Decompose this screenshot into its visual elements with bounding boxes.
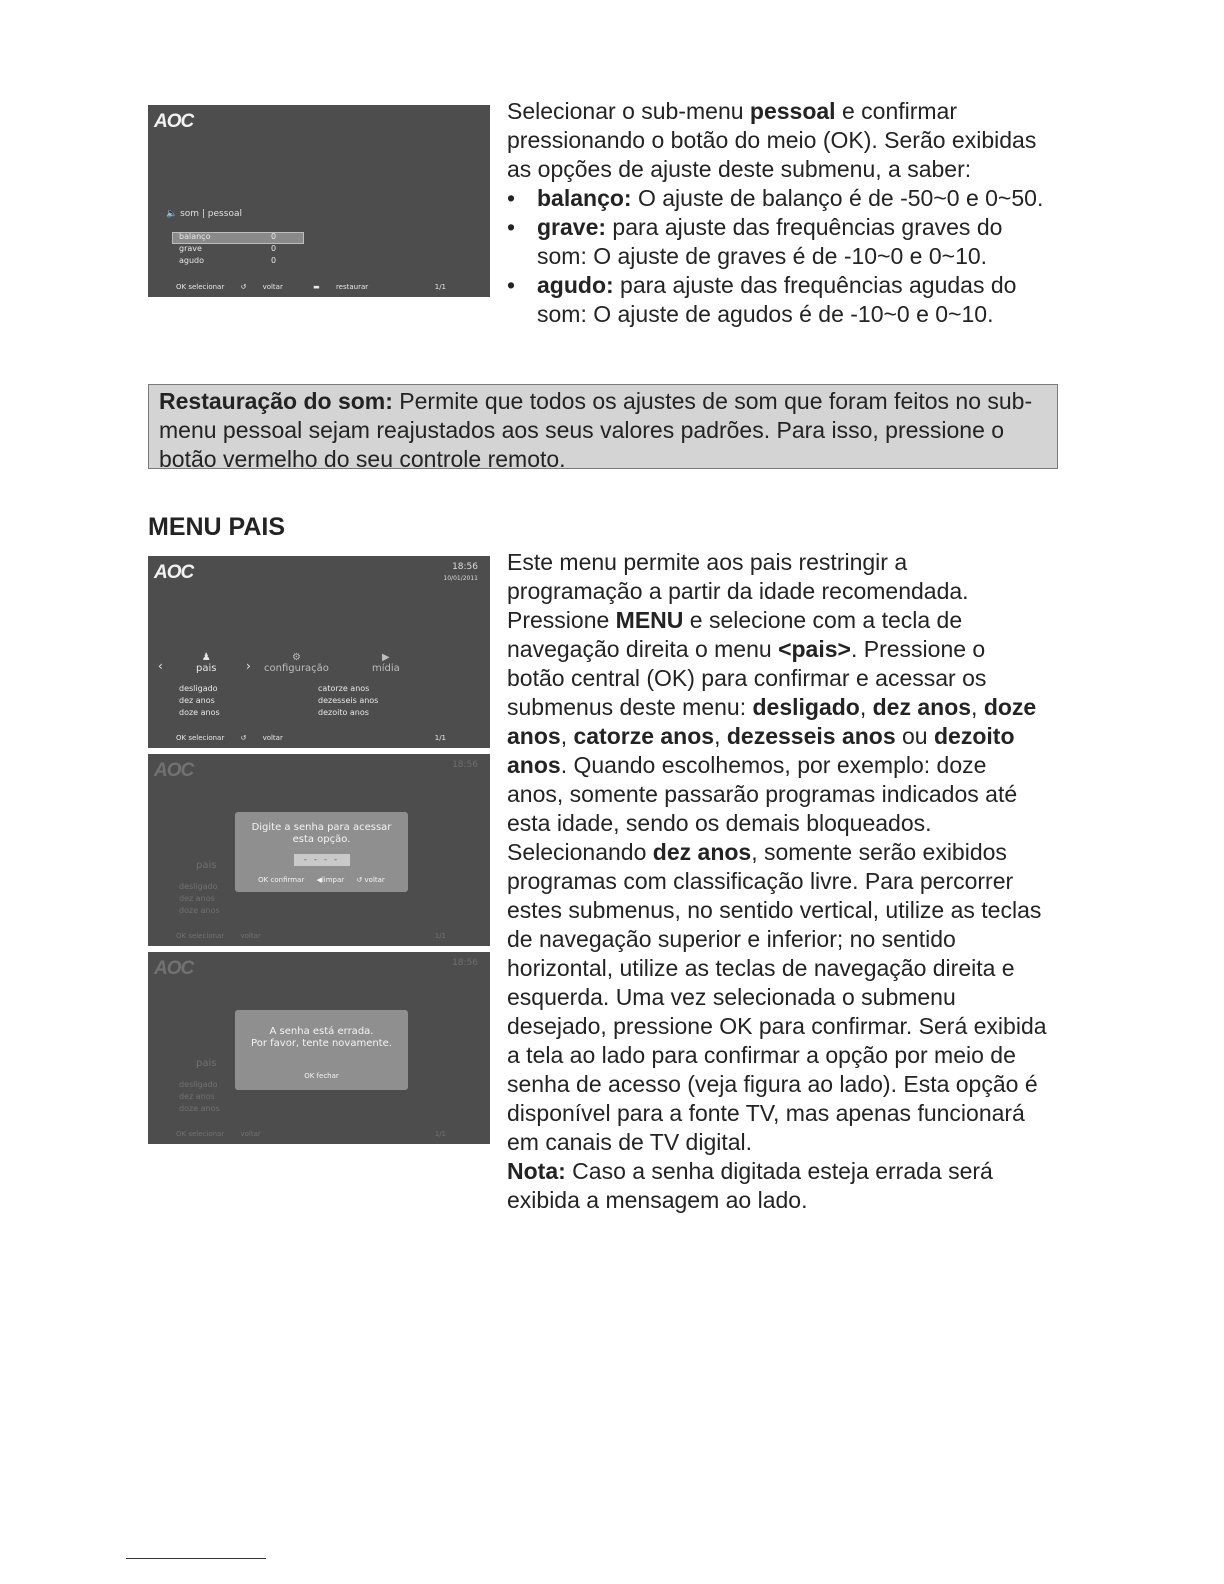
breadcrumb <box>166 209 242 219</box>
pin-input[interactable]: - - - - <box>294 854 350 866</box>
intro-p1-rest: e confirmar pressionando o botão do meio (OK). Serão exibidas as opções de ajuste deste submenu, a saber: <box>507 98 1037 182</box>
bullet-text: para ajuste das frequências graves do som: O ajuste de graves é de -10~0 e 0~10. <box>537 214 1003 269</box>
row-balance[interactable] <box>179 232 210 241</box>
play-icon: ▶ <box>382 652 390 663</box>
row-bass[interactable] <box>179 244 202 253</box>
parental-description <box>507 548 1047 1215</box>
row-treble-value <box>271 256 276 265</box>
breadcrumb-text: som | pessoal <box>180 209 242 219</box>
bullet-balance <box>507 184 1047 213</box>
dialog-line1: Digite a senha para acessar <box>251 822 392 833</box>
page-indicator: 1/1 <box>434 283 446 291</box>
bg-option: dez anos <box>179 1092 215 1101</box>
bg-footer <box>176 932 446 940</box>
bg-option: doze anos <box>179 1104 220 1113</box>
tab-pais[interactable] <box>196 652 216 674</box>
bullet-term: agudo: <box>537 272 614 298</box>
back-label: voltar <box>262 283 283 291</box>
row-value: 0 <box>271 232 277 241</box>
screenshot-password-dialog <box>148 754 490 946</box>
back-hint <box>240 734 296 742</box>
text-b5: doze anos <box>507 694 1037 749</box>
clock-time: 18:56 <box>452 958 478 968</box>
option-dezesseis-anos[interactable]: dezesseis anos <box>318 696 379 705</box>
text-s3: . Pressione o botão central (OK) para confirmar e acessar os submenus deste menu: <box>507 636 987 720</box>
intro-paragraph <box>507 97 1047 184</box>
row-value: 0 <box>271 244 277 253</box>
restore-hint <box>313 283 382 291</box>
bg-tab-pais: pais <box>196 1058 217 1069</box>
text-s4: ou <box>895 723 934 749</box>
error-dialog <box>235 1010 408 1090</box>
bullet-term: balanço: <box>537 185 632 211</box>
back-icon: ↺ <box>240 283 247 291</box>
restore-label: restaurar <box>335 283 369 291</box>
text-c1: , <box>859 694 873 720</box>
text-s5: . Quando escolhemos, por exemplo: doze anos, somente passarão programas indicados até esta idade, sendo os demais bloqueados. Selecionando <box>507 752 1018 865</box>
clear-label: limpar <box>321 876 345 884</box>
bg-option: desligado <box>179 882 218 891</box>
screenshot-sound-menu <box>148 105 490 297</box>
text-b2: <pais> <box>778 636 851 662</box>
intro-p1: Selecionar o sub-menu <box>507 98 750 124</box>
back-icon: ↺ <box>356 876 363 884</box>
aoc-logo: AOC <box>154 111 194 132</box>
clock <box>452 958 478 969</box>
intro-p1-bold: pessoal <box>749 98 836 124</box>
error-line1: A senha está errada. <box>269 1026 374 1037</box>
ok-close-button[interactable]: OK fechar <box>304 1072 339 1080</box>
option-catorze-anos[interactable]: catorze anos <box>318 684 370 693</box>
clock-time: 18:56 <box>452 760 478 770</box>
text-b4: dez anos <box>872 694 972 720</box>
bg-tab-pais: pais <box>196 860 217 871</box>
row-treble[interactable] <box>179 256 204 265</box>
back-icon: ↺ <box>240 734 247 742</box>
ok-select-hint: OK selecionar <box>176 283 225 291</box>
error-line2: Por favor, tente novamente. <box>251 1038 392 1049</box>
restore-term: Restauração do som: <box>159 388 393 414</box>
restore-note-box <box>148 384 1058 472</box>
bg-page: 1/1 <box>434 932 446 940</box>
clear-button[interactable] <box>316 876 344 884</box>
left-arrow-icon: ◀ <box>316 876 322 884</box>
text-b1: MENU <box>615 607 684 633</box>
bg-back: voltar <box>240 1130 261 1138</box>
row-label: agudo <box>179 256 205 265</box>
text-b8: dezoito anos <box>507 723 1015 778</box>
bg-option: doze anos <box>179 906 220 915</box>
text-s2: e selecione com a tecla de navegação direita o menu <box>507 607 963 662</box>
back-label: voltar <box>262 734 283 742</box>
bg-ok: OK selecionar <box>176 1130 225 1138</box>
back-hint <box>240 283 296 291</box>
red-button-icon: ▬ <box>313 283 320 291</box>
bg-ok: OK selecionar <box>176 932 225 940</box>
section-title: MENU PAIS <box>148 513 286 541</box>
ok-select-hint: OK selecionar <box>176 734 225 742</box>
text-b6: catorze anos <box>573 723 715 749</box>
option-doze-anos[interactable]: doze anos <box>179 708 220 717</box>
text-b7: dezesseis anos <box>726 723 896 749</box>
tab-configuracao[interactable] <box>264 652 329 674</box>
screen-footer <box>176 734 446 742</box>
row-value: 0 <box>271 256 277 265</box>
bullet-treble <box>507 271 1047 329</box>
note-text: Caso a senha digitada esteja errada será exibida a mensagem ao lado. <box>507 1158 993 1213</box>
back-button[interactable] <box>356 876 384 884</box>
page-indicator: 1/1 <box>434 734 446 742</box>
back-label: voltar <box>364 876 385 884</box>
intro-text <box>507 97 1047 329</box>
note-paragraph <box>507 1157 1047 1215</box>
password-dialog <box>235 812 408 892</box>
row-label: grave <box>179 244 202 253</box>
clock-date: 10/01/2011 <box>443 575 478 582</box>
text-c4: , <box>714 723 727 749</box>
note-term: Nota: <box>507 1158 566 1184</box>
dialog-line2: esta opção. <box>292 834 351 845</box>
bg-option: desligado <box>179 1080 218 1089</box>
person-icon: ♟ <box>201 652 211 663</box>
aoc-logo: AOC <box>154 760 194 781</box>
bg-page: 1/1 <box>434 1130 446 1138</box>
tab-configuracao-label: configuração <box>264 663 329 674</box>
bg-back: voltar <box>240 932 261 940</box>
text-s6: , somente serão exibidos programas com classificação livre. Para percorrer estes submenus, no sentido vertical, utilize as teclas de navegação superior e inferior; no sentido horizontal, utilize as teclas de navegação direita e esquerda. Uma vez selecionada o submenu desejado, pressione OK para confirmar. Será exibida a tela ao lado para confirmar a opção por meio de senha de acesso (veja figura ao lado). Esta opção é disponível para a fonte TV, mas apenas funcionará em canais de TV digital. <box>507 839 1047 1155</box>
tab-midia-label: mídia <box>372 663 400 674</box>
clock <box>443 562 478 584</box>
text-c3: , <box>560 723 574 749</box>
clock-time: 18:56 <box>452 562 478 572</box>
gear-icon: ⚙ <box>291 652 301 663</box>
bullet-text: O ajuste de balanço é de -50~0 e 0~50. <box>631 185 1044 211</box>
row-label: balanço <box>179 232 211 241</box>
aoc-logo: AOC <box>154 562 194 583</box>
bg-option: dez anos <box>179 894 215 903</box>
screen-footer <box>176 283 446 291</box>
nav-left-arrow[interactable]: ‹ <box>158 659 163 673</box>
bullet-bass <box>507 213 1047 271</box>
bg-footer <box>176 1130 446 1138</box>
bullet-text: para ajuste das frequências agudas do som: O ajuste de agudos é de -10~0 e 0~10. <box>537 272 1017 327</box>
dialog-buttons <box>235 874 408 886</box>
tab-midia[interactable] <box>372 652 400 674</box>
restore-text: Permite que todos os ajustes de som que foram feitos no sub-menu pessoal sejam reajustados aos seus valores padrões. Para isso, pressione o botão vermelho do seu controle remoto. <box>159 388 1033 472</box>
row-bass-value <box>271 244 276 253</box>
option-desligado[interactable]: desligado <box>179 684 218 693</box>
row-balance-value <box>271 232 276 241</box>
text-s1: Este menu permite aos pais restringir a programação a partir da idade recomendada. Pressione <box>507 549 969 633</box>
option-dez-anos[interactable]: dez anos <box>179 696 215 705</box>
tab-pais-label: pais <box>196 663 217 674</box>
speaker-icon: 🔈 <box>166 209 178 219</box>
ok-confirm-button[interactable]: OK confirmar <box>258 876 305 884</box>
screenshot-wrong-password <box>148 952 490 1144</box>
footnote-divider <box>126 1558 266 1559</box>
text-b3: desligado <box>752 694 860 720</box>
text-c2: , <box>971 694 984 720</box>
nav-right-arrow[interactable]: › <box>246 659 251 673</box>
aoc-logo: AOC <box>154 958 194 979</box>
clock <box>452 760 478 771</box>
screenshot-parental-menu <box>148 556 490 748</box>
bullet-term: grave: <box>537 214 607 240</box>
option-dezoito-anos[interactable]: dezoito anos <box>318 708 369 717</box>
text-b9: dez anos <box>652 839 752 865</box>
